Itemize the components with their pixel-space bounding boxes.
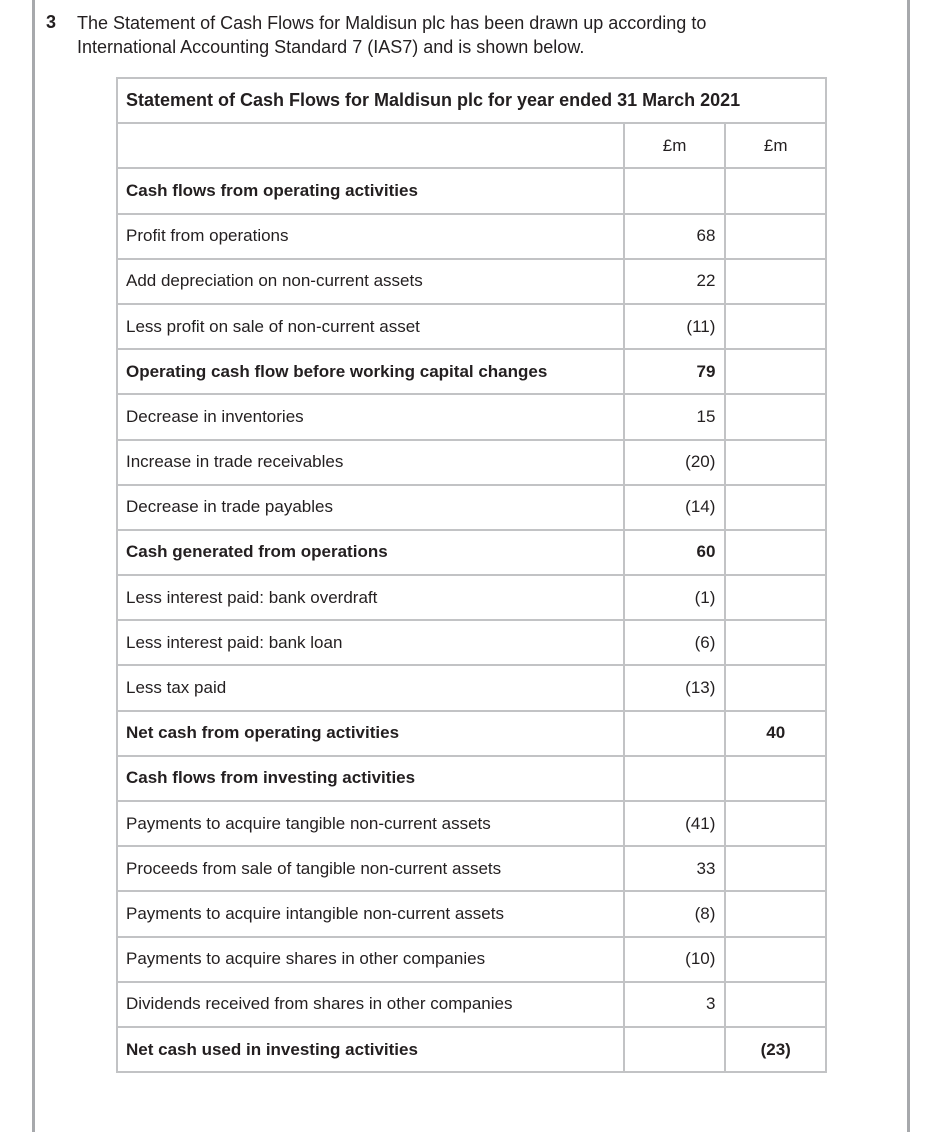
row-value-col1: 60 (624, 530, 726, 575)
row-label: Cash generated from operations (117, 530, 624, 575)
table-row (117, 891, 826, 936)
header-label (117, 123, 624, 168)
row-label: Less interest paid: bank overdraft (117, 575, 624, 620)
intro-line: International Accounting Standard 7 (IAS7) and is shown below. (77, 36, 585, 57)
row-value-col2 (725, 394, 826, 439)
row-value-col1: 3 (624, 982, 726, 1027)
table-title: Statement of Cash Flows for Maldisun plc for year ended 31 March 2021 (117, 78, 826, 123)
row-value-col2 (725, 349, 826, 394)
row-label: Less interest paid: bank loan (117, 620, 624, 665)
row-value-col1 (624, 711, 726, 756)
row-value-col1: (1) (624, 575, 726, 620)
row-value-col2 (725, 937, 826, 982)
row-value-col2 (725, 846, 826, 891)
row-label: Decrease in trade payables (117, 485, 624, 530)
table-title-row (117, 78, 826, 123)
row-value-col1: (41) (624, 801, 726, 846)
row-value-col2 (725, 304, 826, 349)
cash-flow-statement-table (116, 77, 827, 1073)
row-label: Net cash used in investing activities (117, 1027, 624, 1072)
row-label: Cash flows from operating activities (117, 168, 624, 213)
row-value-col1 (624, 756, 726, 801)
row-value-col2 (725, 168, 826, 213)
table-row (117, 304, 826, 349)
row-label: Operating cash flow before working capital changes (117, 349, 624, 394)
page-margin-line-right (907, 0, 910, 1132)
row-label: Proceeds from sale of tangible non-current assets (117, 846, 624, 891)
table-row (117, 620, 826, 665)
header-col2: £m (725, 123, 826, 168)
table-row (117, 665, 826, 710)
row-value-col1: (10) (624, 937, 726, 982)
table-row (117, 756, 826, 801)
row-value-col2 (725, 665, 826, 710)
row-label: Increase in trade receivables (117, 440, 624, 485)
table-row (117, 214, 826, 259)
row-value-col2 (725, 756, 826, 801)
row-value-col1: (13) (624, 665, 726, 710)
table-row (117, 575, 826, 620)
row-value-col2 (725, 891, 826, 936)
row-value-col1: (6) (624, 620, 726, 665)
row-value-col1: 68 (624, 214, 726, 259)
table-row (117, 982, 826, 1027)
table-row (117, 530, 826, 575)
row-value-col1: 15 (624, 394, 726, 439)
row-label: Payments to acquire intangible non-current assets (117, 891, 624, 936)
table-row (117, 168, 826, 213)
row-label: Payments to acquire shares in other companies (117, 937, 624, 982)
question-number: 3 (46, 12, 57, 32)
question-intro (77, 12, 706, 59)
row-value-col1: (11) (624, 304, 726, 349)
row-value-col1: (14) (624, 485, 726, 530)
row-value-col2 (725, 575, 826, 620)
row-value-col1: 33 (624, 846, 726, 891)
row-value-col1: (20) (624, 440, 726, 485)
table-row (117, 394, 826, 439)
table-row (117, 485, 826, 530)
row-value-col2: 40 (725, 711, 826, 756)
row-value-col2 (725, 530, 826, 575)
table-row (117, 937, 826, 982)
row-label: Less tax paid (117, 665, 624, 710)
table-row (117, 801, 826, 846)
row-value-col2 (725, 214, 826, 259)
row-value-col1: (8) (624, 891, 726, 936)
row-label: Cash flows from investing activities (117, 756, 624, 801)
row-value-col1: 22 (624, 259, 726, 304)
row-value-col2 (725, 801, 826, 846)
row-value-col2 (725, 620, 826, 665)
row-label: Dividends received from shares in other companies (117, 982, 624, 1027)
table-row (117, 259, 826, 304)
row-label: Less profit on sale of non-current asset (117, 304, 624, 349)
table-row (117, 1027, 826, 1072)
row-label: Add depreciation on non-current assets (117, 259, 624, 304)
row-label: Decrease in inventories (117, 394, 624, 439)
header-col1: £m (624, 123, 726, 168)
table-row (117, 711, 826, 756)
row-value-col2 (725, 982, 826, 1027)
row-label: Profit from operations (117, 214, 624, 259)
row-value-col2 (725, 485, 826, 530)
row-label: Net cash from operating activities (117, 711, 624, 756)
row-value-col2 (725, 440, 826, 485)
row-value-col2: (23) (725, 1027, 826, 1072)
table-row (117, 349, 826, 394)
row-value-col1: 79 (624, 349, 726, 394)
row-value-col1 (624, 168, 726, 213)
table-header-row (117, 123, 826, 168)
intro-line: The Statement of Cash Flows for Maldisun plc has been drawn up according to (77, 13, 707, 33)
row-value-col2 (725, 259, 826, 304)
row-value-col1 (624, 1027, 726, 1072)
table-row (117, 440, 826, 485)
row-label: Payments to acquire tangible non-current assets (117, 801, 624, 846)
page-margin-line-left (32, 0, 35, 1132)
table-row (117, 846, 826, 891)
